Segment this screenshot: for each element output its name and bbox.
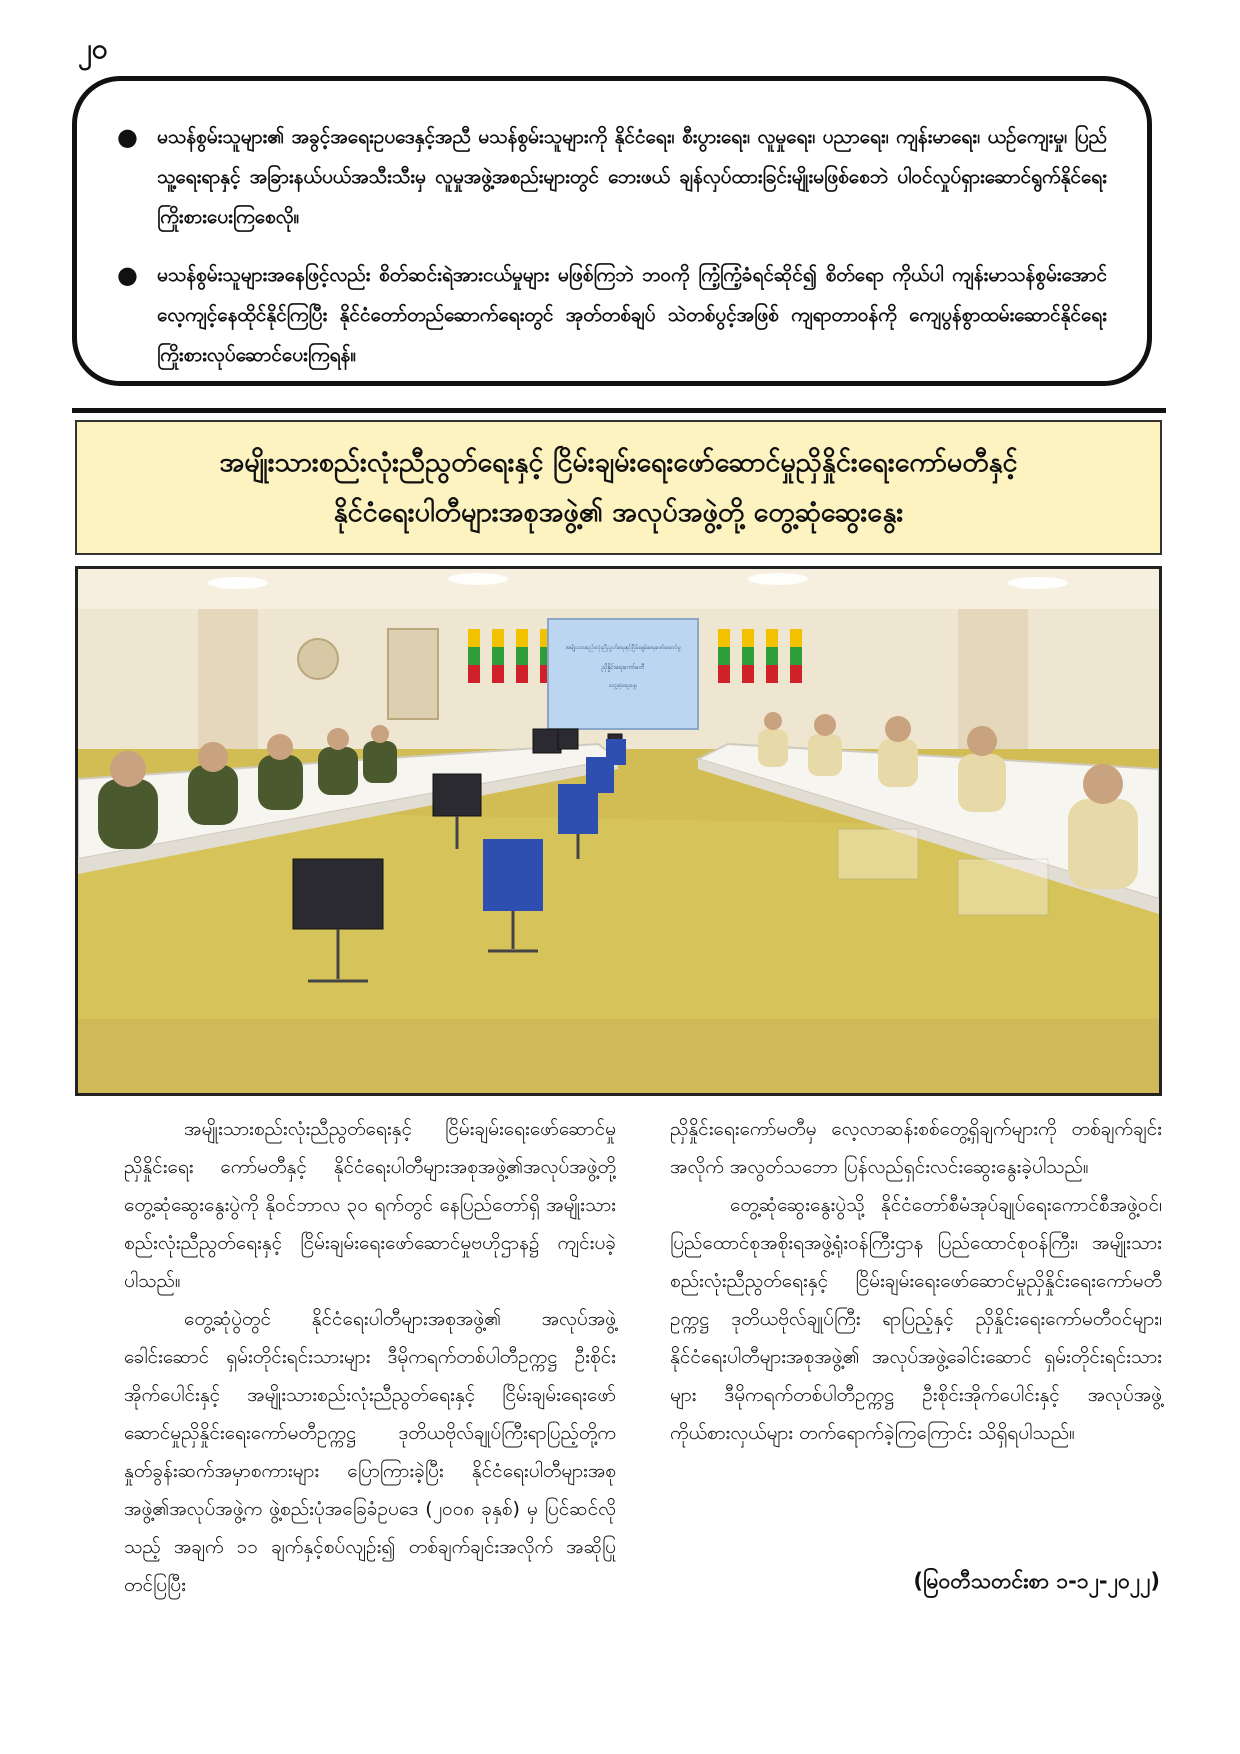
bullet-icon: ● (117, 261, 138, 289)
meeting-photo (75, 566, 1162, 1096)
headline-box (75, 420, 1162, 555)
page-number: ၂၀ (78, 32, 108, 65)
bullet-text: မသန်စွမ်းသူများအနေဖြင့်လည်း စိတ်ဆင်းရဲအားငယ်မှုများ မဖြစ်ကြဘဲ ဘဝကို ကြံ့ကြံ့ခံရင်ဆိုင်၍ စိတ်ရော ကိုယ်ပါ ကျန်းမာသန်စွမ်းအောင် လေ့ကျင့်နေထိုင်နိုင်ကြပြီး နိုင်ငံတော်တည်ဆောက်ရေးတွင် အုတ်တစ်ချပ် သဲတစ်ပွင့်အဖြစ် ကျရာတာဝန်ကို ကျေပွန်စွာထမ်းဆောင်နိုင်ရေး ကြိုးစားလုပ်ဆောင်ပေးကြရန်။ (157, 264, 1107, 366)
screen-text-3: တွေ့ဆုံဆွေးနွေး (609, 683, 637, 689)
article-column-right (670, 1110, 1162, 1630)
headline-line-1: အမျိုးသားစည်းလုံးညီညွတ်ရေးနှင့် ငြိမ်းချမ်းရေးဖော်ဆောင်မှုညှိနှိုင်းရေးကော်မတီနှင့် (219, 446, 1018, 478)
article-columns (124, 1110, 1162, 1630)
bullet-icon: ● (117, 123, 138, 151)
callout-bullet-item (117, 255, 1107, 375)
article-paragraph: ညှိနှိုင်းရေးကော်မတီမှ လေ့လာဆန်းစစ်တွေ့ရှိချက်များကို တစ်ချက်ချင်းအလိုက် အလွတ်သဘော ပြန်လည်ရှင်းလင်းဆွေးနွေးခဲ့ပါသည်။ (670, 1118, 1162, 1178)
article-paragraph: တွေ့ဆုံဆွေးနွေးပွဲသို့ နိုင်ငံတော်စီမံအုပ်ချုပ်ရေးကောင်စီအဖွဲ့ဝင်၊ ပြည်ထောင်စုအစိုးရအဖွဲ့ရုံးဝန်ကြီးဌာန ပြည်ထောင်စုဝန်ကြီး၊ အမျိုးသားစည်းလုံးညီညွတ်ရေးနှင့် ငြိမ်းချမ်းရေးဖော်ဆောင်မှုညှိနှိုင်းရေးကော်မတီဥက္ကဋ္ဌ ဒုတိယဗိုလ်ချုပ်ကြီး ရာပြည့်နှင့် ညှိနှိုင်းရေးကော်မတီဝင်များ၊ နိုင်ငံရေးပါတီများအစုအဖွဲ့၏ အလုပ်အဖွဲ့ခေါင်းဆောင် ရှမ်းတိုင်းရင်းသားများ ဒီမိုကရက်တစ်ပါတီဥက္ကဋ္ဌ ဦးစိုင်းအိုက်ပေါင်းနှင့် အလုပ်အဖွဲ့ ကိုယ်စားလှယ်များ တက်ရောက်ခဲ့ကြကြောင်း သိရှိရပါသည်။ (670, 1194, 1162, 1444)
bullet-text: မသန်စွမ်းသူများ၏ အခွင့်အရေးဥပဒေနှင့်အညီ မသန်စွမ်းသူများကို နိုင်ငံရေး၊ စီးပွားရေး၊ လူမှုရေး၊ ပညာရေး၊ ကျန်းမာရေး၊ ယဉ်ကျေးမှု၊ ပြည်သူ့ရေးရာနှင့် အခြားနယ်ပယ်အသီးသီးမှ လူမှုအဖွဲ့အစည်းများတွင် ဘေးဖယ် ချန်လှပ်ထားခြင်းမျိုးမဖြစ်စေဘဲ ပါဝင်လှုပ်ရှားဆောင်ရွက်နိုင်ရေး ကြိုးစားပေးကြစေလို။ (157, 126, 1107, 228)
screen-text-1: အမျိုးသားစည်းလုံးညီညွတ်ရေးနှင့်ငြိမ်းချမ်းရေးဖော်ဆောင်မှု (565, 645, 681, 651)
article-paragraph: အမျိုးသားစည်းလုံးညီညွတ်ရေးနှင့် ငြိမ်းချမ်းရေးဖော်ဆောင်မှုညှိနှိုင်းရေး ကော်မတီနှင့် နိုင်ငံရေးပါတီများအစုအဖွဲ့၏အလုပ်အဖွဲ့တို့ တွေ့ဆုံဆွေးနွေးပွဲကို နိုဝင်ဘာလ ၃၀ ရက်တွင် နေပြည်တော်ရှိ အမျိုးသားစည်းလုံးညီညွတ်ရေးနှင့် ငြိမ်းချမ်းရေးဖော်ဆောင်မှုဗဟိုဌာန၌ ကျင်းပခဲ့ပါသည်။ (124, 1118, 616, 1292)
meeting-room-illustration (78, 569, 1159, 1093)
callout-bullet-item (117, 117, 1107, 237)
source-citation: (မြဝတီသတင်းစာ ၁-၁၂-၂၀၂၂) (913, 1569, 1160, 1593)
headline-line-2: နိုင်ငံရေးပါတီများအစုအဖွဲ့၏ အလုပ်အဖွဲ့တို့ တွေ့ဆုံဆွေးနွေး (333, 496, 904, 528)
projection-screen (548, 619, 698, 729)
article-paragraph: တွေ့ဆုံပွဲတွင် နိုင်ငံရေးပါတီများအစုအဖွဲ့၏ အလုပ်အဖွဲ့ခေါင်းဆောင် ရှမ်းတိုင်းရင်းသားများ ဒီမိုကရက်တစ်ပါတီဥက္ကဋ္ဌ ဦးစိုင်းအိုက်ပေါင်းနှင့် အမျိုးသားစည်းလုံးညီညွတ်ရေးနှင့် ငြိမ်းချမ်းရေးဖော်ဆောင်မှုညှိနှိုင်းရေးကော်မတီဥက္ကဋ္ဌ ဒုတိယဗိုလ်ချုပ်ကြီးရာပြည့်တို့က နှုတ်ခွန်းဆက်အမှာစကားများ ပြောကြားခဲ့ပြီး နိုင်ငံရေးပါတီများအစုအဖွဲ့၏အလုပ်အဖွဲ့က ဖွဲ့စည်းပုံအခြေခံဥပဒေ (၂၀၀၈ ခုနှစ်) မှ ပြင်ဆင်လိုသည့် အချက် ၁၁ ချက်နှင့်စပ်လျဉ်း၍ တစ်ချက်ချင်းအလိုက် အဆိုပြုတင်ပြပြီး (124, 1308, 616, 1596)
article-column-left (124, 1110, 616, 1630)
screen-text-2: ညှိနှိုင်းရေးကော်မတီ (601, 664, 645, 671)
section-divider (72, 408, 1166, 413)
callout-box (72, 76, 1152, 386)
